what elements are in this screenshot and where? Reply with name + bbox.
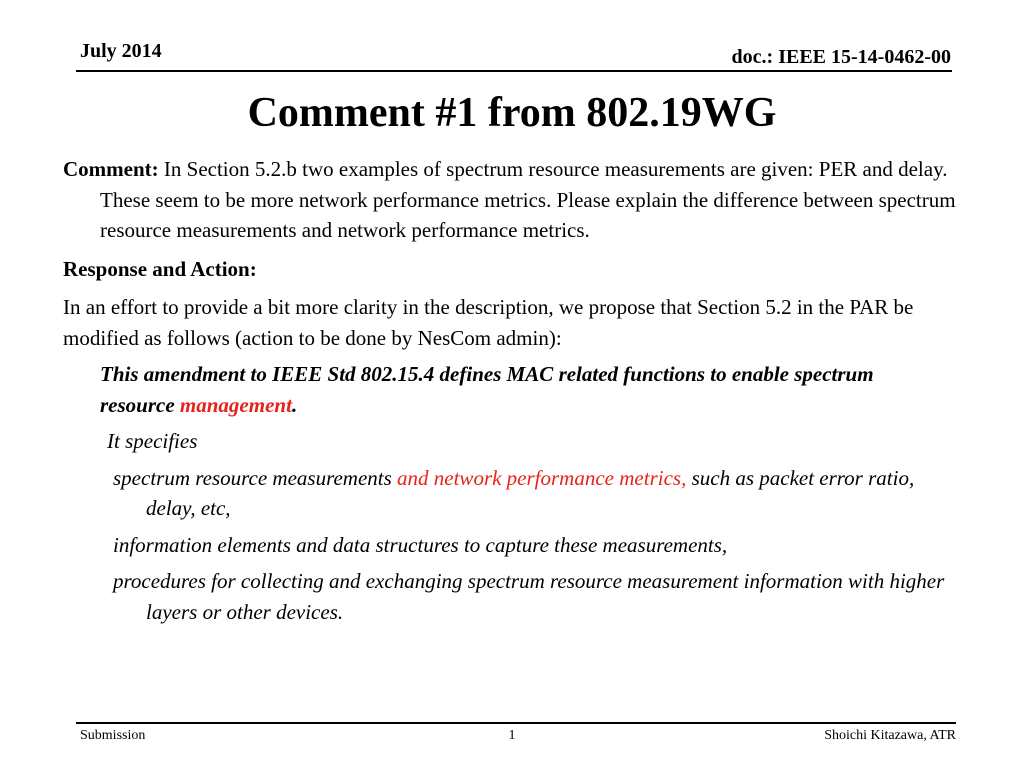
list-item xyxy=(113,530,966,561)
header-divider xyxy=(76,70,952,72)
header-doc-number: doc.: IEEE 15-14-0462-00 xyxy=(731,46,951,68)
list-item-1-post: such as packet error ratio, delay, etc, xyxy=(146,465,915,520)
response-heading xyxy=(63,254,963,285)
footer-submission: Submission xyxy=(80,728,146,743)
amendment-main: This amendment to IEEE Std 802.15.4 defines MAC related functions to enable spectrum resource xyxy=(100,362,874,417)
comment-paragraph xyxy=(63,154,963,246)
footer-author: Shoichi Kitazawa, ATR xyxy=(824,728,956,743)
slide-title: Comment #1 from 802.19WG xyxy=(247,90,777,136)
header-date: July 2014 xyxy=(80,40,162,62)
amendment-highlight: management xyxy=(179,392,292,417)
list-item xyxy=(113,463,966,524)
list-item-2-text: information elements and data structures to capture these measurements, xyxy=(113,532,728,557)
comment-text: In Section 5.2.b two examples of spectrum resource measurements are given: PER and delay. These seem to be more network performance metrics. Please explain the difference between spectrum resource measurements and network performance metrics. xyxy=(100,157,956,242)
amendment-end: . xyxy=(291,392,298,417)
page-number: 1 xyxy=(508,728,516,743)
it-specifies: It specifies xyxy=(107,429,198,453)
response-heading-text: Response and Action: xyxy=(63,256,257,281)
amendment-text xyxy=(100,359,950,420)
slide-body xyxy=(63,154,963,627)
footer-divider xyxy=(76,722,956,724)
comment-label: Comment: xyxy=(63,157,159,181)
list-item-1-highlight: and network performance metrics, xyxy=(397,465,687,490)
list-item-3-text: procedures for collecting and exchanging spectrum resource measurement information with higher layers or other devices. xyxy=(113,569,945,624)
list-item xyxy=(113,566,966,627)
response-intro: In an effort to provide a bit more clarity in the description, we propose that Section 5.2 in the PAR be modified as follows (action to be done by NesCom admin): xyxy=(63,295,914,350)
list-item-1-text: spectrum resource measurements xyxy=(113,465,392,490)
